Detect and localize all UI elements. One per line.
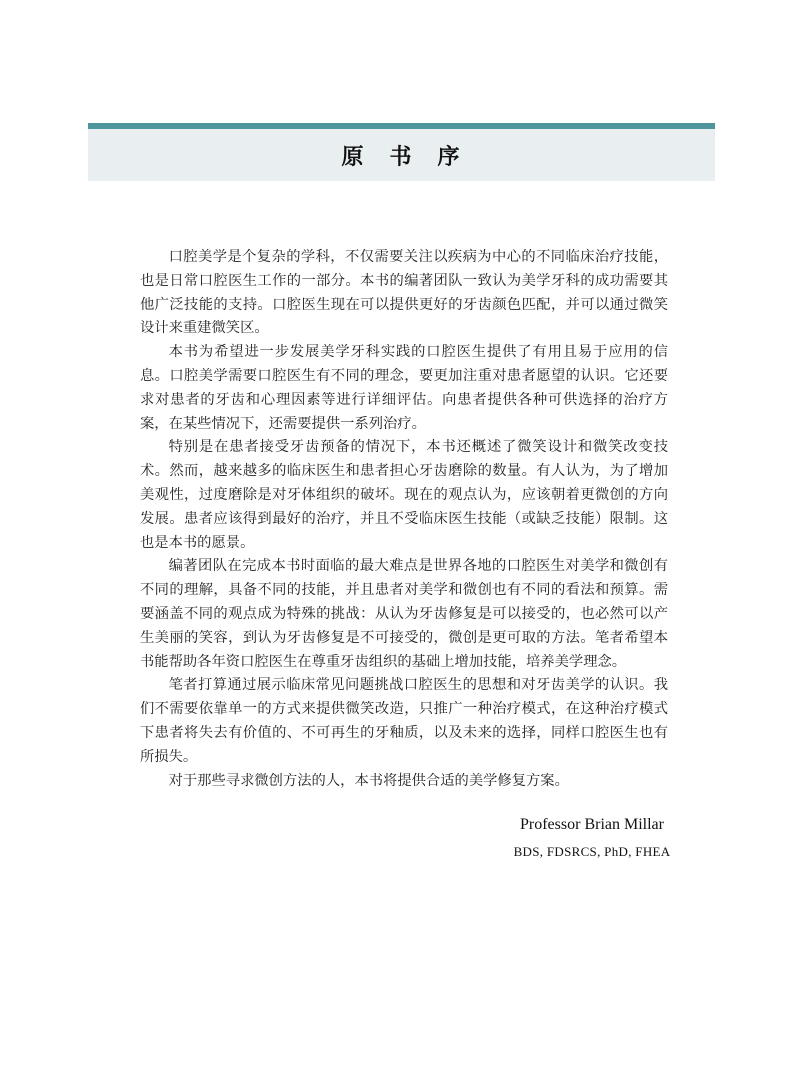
preface-paragraph: 笔者打算通过展示临床常见问题挑战口腔医生的思想和对牙齿美学的认识。我们不需要依靠单一的方式来提供微笑改造，只推广一种治疗模式，在这种治疗模式下患者将失去有价值的、不可再生的牙釉质，以及未来的选择，同样口腔医生也有所损失。 — [140, 677, 668, 765]
preface-paragraph: 对于那些寻求微创方法的人，本书将提供合适的美学修复方案。 — [168, 772, 569, 789]
preface-body — [140, 246, 668, 793]
preface-paragraph: 口腔美学是个复杂的学科，不仅需要关注以疾病为中心的不同临床治疗技能，也是日常口腔医生工作的一部分。本书的编著团队一致认为美学牙科的成功需要其他广泛技能的支持。口腔医生现在可以提供更好的牙齿颜色匹配，并可以通过微笑设计来重建微笑区。 — [140, 249, 668, 337]
signature-block — [442, 814, 742, 861]
signature-name: Professor Brian Millar — [520, 816, 664, 833]
page-title: 原 书 序 — [341, 143, 462, 169]
preface-paragraph: 本书为希望进一步发展美学牙科实践的口腔医生提供了有用且易于应用的信息。口腔美学需要口腔医生有不同的理念，要更加注重对患者愿望的认识。它还要求对患者的牙齿和心理因素等进行详细评估。向患者提供各种可供选择的治疗方案，在某些情况下，还需要提供一系列治疗。 — [140, 344, 668, 432]
signature-credentials: BDS, FDSRCS, PhD, FHEA — [513, 844, 671, 859]
preface-paragraph: 编著团队在完成本书时面临的最大难点是世界各地的口腔医生对美学和微创有不同的理解，具备不同的技能，并且患者对美学和微创也有不同的看法和预算。需要涵盖不同的观点成为特殊的挑战：从认为牙齿修复是可以接受的，也必然可以产生美丽的笑容，到认为牙齿修复是不可接受的，微创是更可取的方法。笔者希望本书能帮助各年资口腔医生在尊重牙齿组织的基础上增加技能，培养美学理念。 — [140, 558, 668, 670]
title-band — [88, 129, 715, 181]
preface-paragraph: 特别是在患者接受牙齿预备的情况下，本书还概述了微笑设计和微笑改变技术。然而，越来越多的临床医生和患者担心牙齿磨除的数量。有人认为，为了增加美观性，过度磨除是对牙体组织的破坏。现在的观点认为，应该朝着更微创的方向发展。患者应该得到最好的治疗，并且不受临床医生技能（或缺乏技能）限制。这也是本书的愿景。 — [140, 439, 668, 551]
